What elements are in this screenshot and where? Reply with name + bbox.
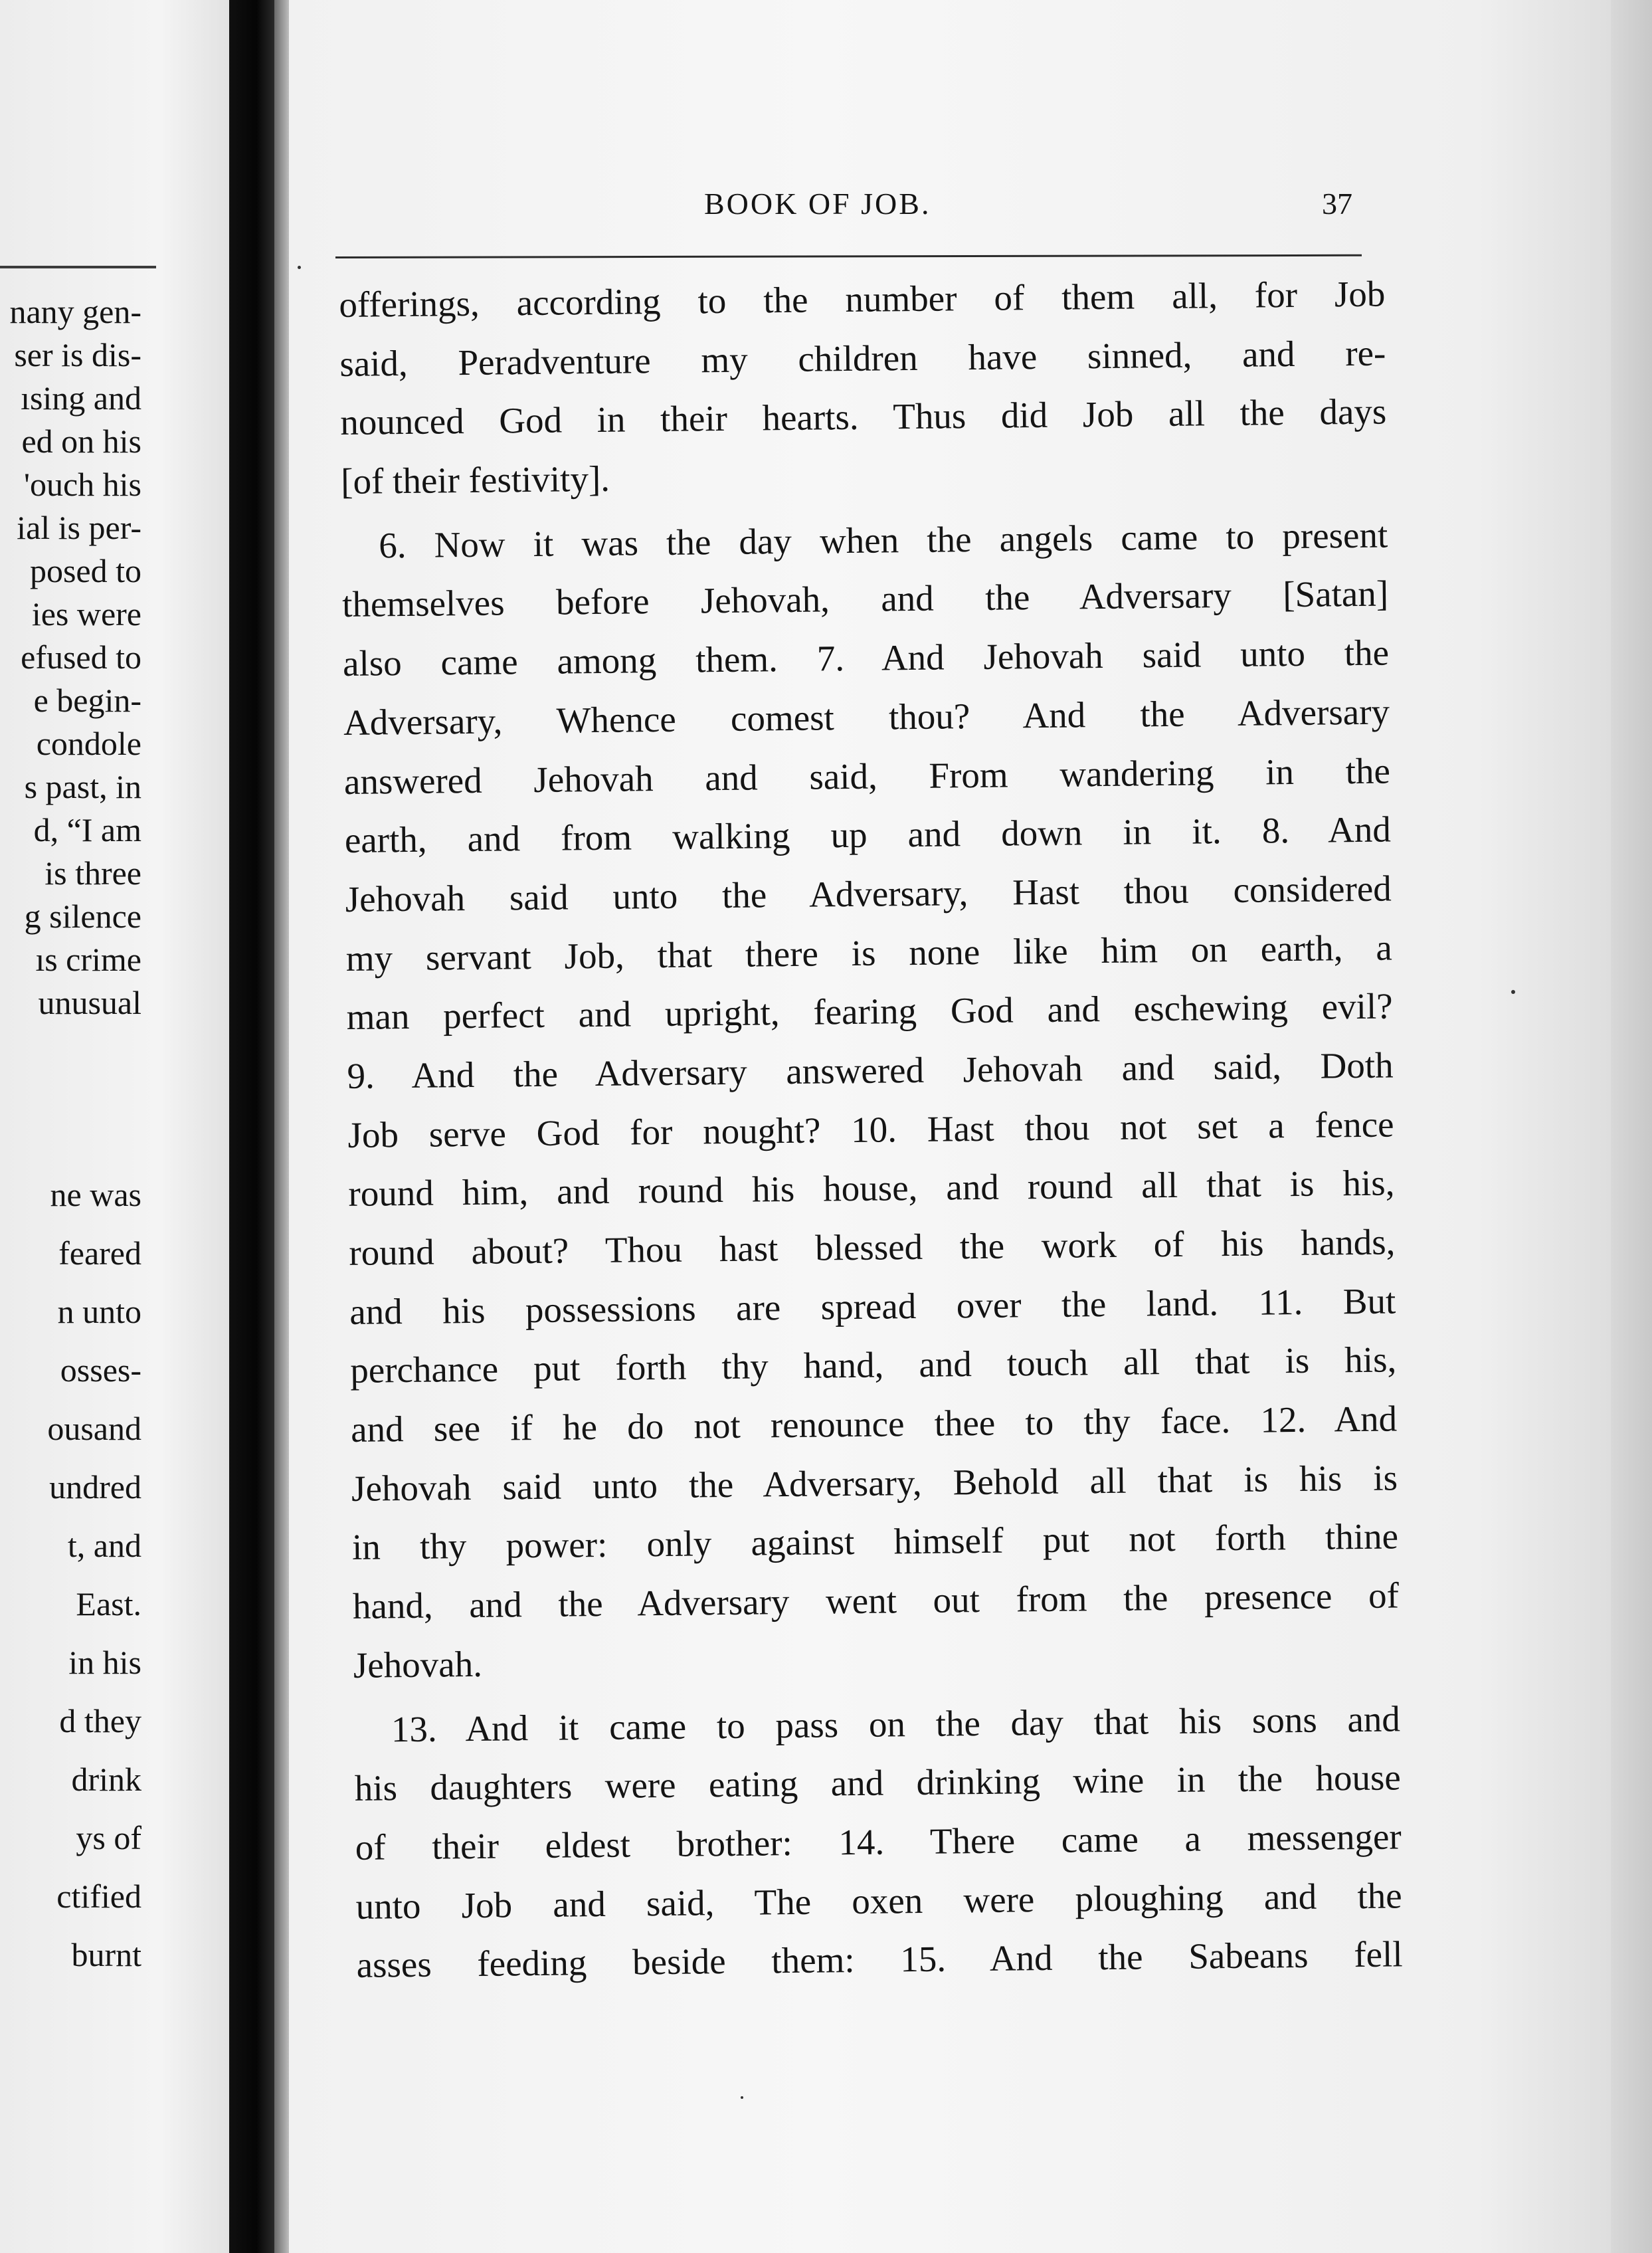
left-text-line: osses- (60, 1351, 141, 1389)
text-line: my servant Job, that there is none like him on earth, a (345, 927, 1392, 979)
paper-speck (1511, 990, 1515, 994)
left-text-line: undred (49, 1468, 141, 1506)
text-line: asses feeding beside them: 15. And the Sabeans fell (356, 1933, 1403, 1986)
text-line: Jehovah said unto the Adversary, Behold all that is his is (351, 1457, 1398, 1509)
body-text (339, 265, 1403, 1995)
left-text-line: drink (71, 1761, 141, 1798)
left-text-line: g silence (24, 898, 141, 935)
text-line: man perfect and upright, fearing God and eschewing evil? (346, 985, 1393, 1038)
text-line: hand, and the Adversary went out from the presence of (352, 1575, 1400, 1627)
text-line: his daughters were eating and drinking wine in the house (354, 1757, 1402, 1809)
left-text-line: ys of (76, 1819, 141, 1856)
left-text-line: 'ouch his (23, 466, 141, 503)
running-head: BOOK OF JOB. (704, 187, 931, 221)
text-line: of their eldest brother: 14. There came a messenger (355, 1816, 1402, 1868)
left-text-line: ne was (50, 1176, 141, 1213)
text-line: Jehovah. (353, 1643, 483, 1686)
left-text-line: ial is per- (17, 509, 141, 546)
gutter-shadow (274, 0, 289, 2253)
left-text-line: t, and (67, 1527, 141, 1564)
paper-speck (298, 266, 301, 269)
left-text-line: n unto (57, 1293, 141, 1330)
text-line: Jehovah said unto the Adversary, Hast thou considered (345, 868, 1392, 920)
text-line: perchance put forth thy hand, and touch all that is his, (349, 1339, 1397, 1391)
left-text-line: e begin- (33, 682, 141, 719)
left-text-line: ısing and (21, 379, 141, 417)
left-text-line: d they (59, 1702, 141, 1739)
left-text-line: in his (68, 1644, 141, 1681)
text-line: 6. Now it was the day when the angels came to present (378, 514, 1388, 566)
left-text-line: s past, in (24, 768, 141, 805)
text-line: unto Job and said, The oxen were ploughing and the (355, 1874, 1402, 1927)
left-text-line: condole (36, 725, 141, 762)
left-text-line: feared (58, 1234, 141, 1272)
left-text-line: ed on his (21, 423, 141, 460)
book-gutter (229, 0, 274, 2253)
text-line: round about? Thou hast blessed the work of his hands, (349, 1221, 1396, 1273)
left-text-line: d, “I am (33, 811, 141, 848)
text-line: offerings, according to the number of them all, for Job (339, 273, 1386, 325)
text-line: [of their festivity]. (340, 458, 610, 502)
left-text-line: ıs crime (35, 941, 141, 978)
text-line: round him, and round his house, and round all that is his, (348, 1162, 1395, 1215)
left-text-line: burnt (71, 1936, 141, 1973)
left-text-line: posed to (29, 552, 141, 589)
left-text-line: East. (76, 1585, 141, 1622)
page-number: 37 (1322, 187, 1352, 221)
left-text-line: is three (45, 854, 141, 892)
left-text-line: efused to (21, 638, 141, 676)
text-line: earth, and from walking up and down in it. 8. And (344, 809, 1392, 861)
text-line: and his possessions are spread over the land. 11. But (349, 1280, 1396, 1332)
left-text-line: ctified (56, 1878, 141, 1915)
text-line: and see if he do not renounce thee to thy face. 12. And (350, 1398, 1398, 1450)
left-page-rule (0, 266, 156, 268)
text-line: answered Jehovah and said, From wandering in the (343, 749, 1391, 802)
text-line: themselves before Jehovah, and the Adversary [Satan] (341, 573, 1389, 625)
left-text-line: nany gen- (9, 293, 141, 330)
text-line: in thy power: only against himself put not forth thine (351, 1516, 1399, 1568)
text-line: nounced God in their hearts. Thus did Job all the days (339, 391, 1387, 443)
paper-speck (741, 2096, 743, 2099)
page-edge (1611, 0, 1652, 2253)
left-facing-page (0, 0, 229, 2253)
text-line: also came among them. 7. And Jehovah said unto the (342, 632, 1390, 684)
text-line: 13. And it came to pass on the day that his sons and (391, 1698, 1401, 1749)
text-line: Job serve God for nought? 10. Hast thou not set a fence (347, 1104, 1394, 1155)
text-line: said, Peradventure my children have sinned, and re- (339, 332, 1386, 384)
text-line: 9. And the Adversary answered Jehovah and said, Doth (347, 1044, 1394, 1096)
left-text-line: unusual (38, 984, 141, 1021)
text-line: Adversary, Whence comest thou? And the Adversary (343, 691, 1390, 743)
left-text-line: ousand (47, 1410, 141, 1447)
left-text-line: ser is dis- (14, 336, 141, 373)
left-text-line: ies were (31, 595, 141, 633)
